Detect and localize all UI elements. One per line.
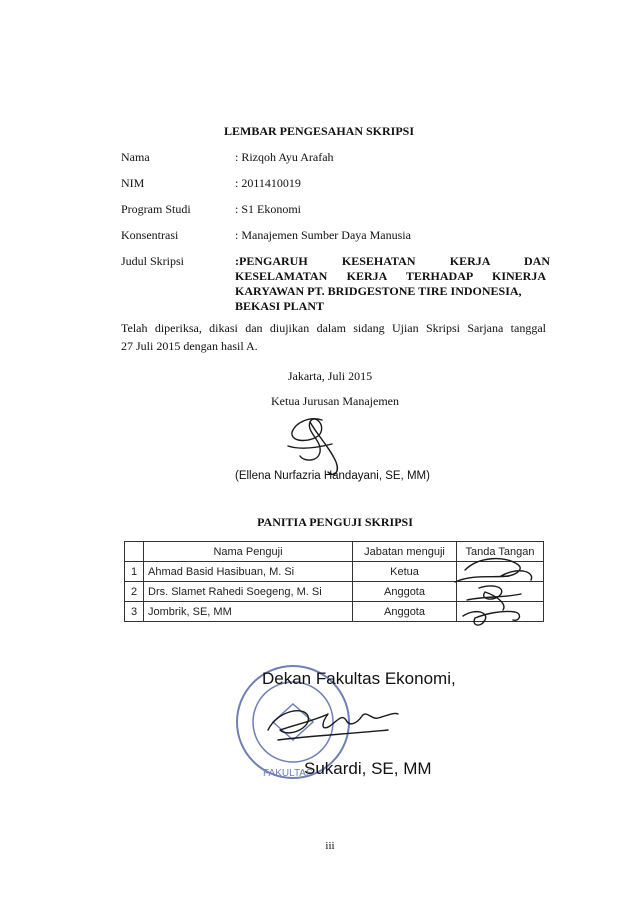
approval-paragraph-line-2: 27 Juli 2015 dengan hasil A. [121,339,258,353]
value-nim: : 2011410019 [235,176,301,190]
judul-line-3: KARYAWAN PT. BRIDGESTONE TIRE INDONESIA, [235,284,522,298]
row-no: 1 [125,562,144,582]
label-program-studi: Program Studi [121,202,191,216]
ketua-signature [270,400,410,480]
value-nama: : Rizqoh Ayu Arafah [235,150,334,164]
header-nama-penguji: Nama Penguji [144,542,353,562]
ketua-jurusan-title: Ketua Jurusan Manajemen [271,394,399,408]
row-role: Anggota [353,602,457,622]
dekan-name: Sukardi, SE, MM [304,759,432,778]
row-no: 2 [125,582,144,602]
page-number: iii [325,840,335,852]
page-title: LEMBAR PENGESAHAN SKRIPSI [223,124,415,138]
header-no [125,542,144,562]
svg-text:FAKULTAS: FAKULTAS [263,768,313,779]
value-konsentrasi: : Manajemen Sumber Daya Manusia [235,228,411,242]
row-name: Ahmad Basid Hasibuan, M. Si [144,562,353,582]
judul-line-1: :PENGARUH KESEHATAN KERJA DAN [235,254,550,268]
header-tanda-tangan: Tanda Tangan [457,542,544,562]
row-no: 3 [125,602,144,622]
place-date: Jakarta, Juli 2015 [287,369,373,383]
label-nama: Nama [121,150,150,164]
row-name: Jombrik, SE, MM [144,602,353,622]
header-jabatan: Jabatan menguji [353,542,457,562]
label-konsentrasi: Konsentrasi [121,228,179,242]
judul-line-2: KESELAMATAN KERJA TERHADAP KINERJA [235,269,546,283]
dekan-signature [258,690,418,760]
row-name: Drs. Slamet Rahedi Soegeng, M. Si [144,582,353,602]
penguji-signatures [445,548,555,640]
panitia-title: PANITIA PENGUJI SKRIPSI [257,515,413,529]
judul-line-4: BEKASI PLANT [235,299,325,313]
row-role: Anggota [353,582,457,602]
ketua-name: (Ellena Nurfazria Handayani, SE, MM) [235,470,430,482]
approval-paragraph-line-1: Telah diperiksa, dikasi dan diujikan dalam sidang Ujian Skripsi Sarjana tanggal [121,321,546,335]
label-nim: NIM [121,176,145,190]
label-judul-skripsi: Judul Skripsi [121,254,185,268]
dekan-title: Dekan Fakultas Ekonomi, [262,669,456,688]
row-role: Ketua [353,562,457,582]
value-program-studi: : S1 Ekonomi [235,202,302,216]
